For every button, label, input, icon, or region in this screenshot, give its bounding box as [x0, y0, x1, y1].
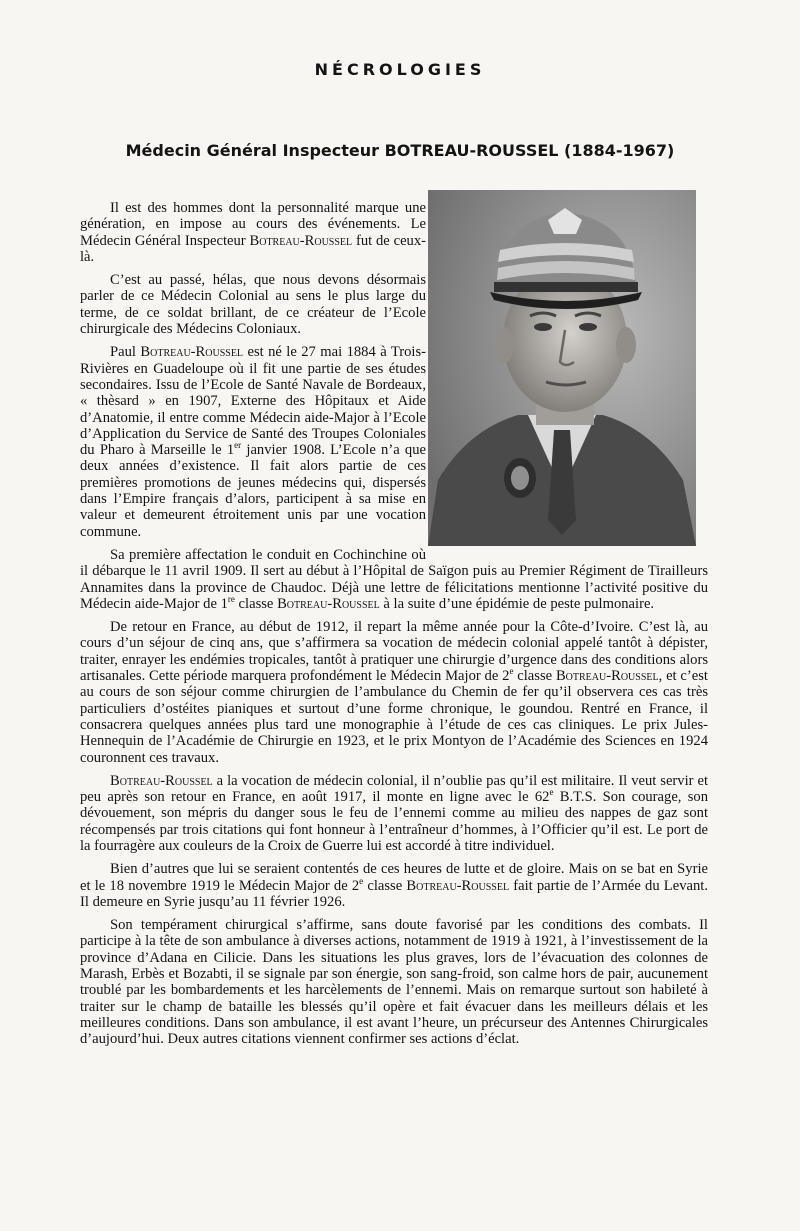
paragraph-1: Il est des hommes dont la personnalité marque une génération, en impose au cours des événements. Le Médecin Général Inspecteur Botreau-Roussel fut de ceux-là.: [80, 200, 427, 265]
surname: Botreau-Roussel: [249, 232, 353, 249]
paragraph-3: Paul Botreau-Roussel est né le 27 mai 1884 à Trois-Rivières en Guadeloupe où il fit une partie de ses études secondaires. Issu de l’Ecole de Santé Navale de Bordeaux, « thèsard » en 1907, Externe des Hôpitaux et Aide d’Anatomie, il entre comme Médecin aide-Major à l’Ecole d’Application du Service de Santé des Troupes Coloniales du Pharo à Marseille le 1er janvier 1908. L’Ecole n’a que deux années d’existence. Il fait alors partie de ces premières promotions de jeunes médecins qui, dispersés dans l’Empire français d’alors, participent à sa mise en valeur et demeurent étroitement unis par une vocation commune.: [80, 344, 426, 540]
paragraph-5: De retour en France, au début de 1912, il repart la même année pour la Côte-d’Ivoire. C’est là, au cours d’un séjour de cinq ans, que s’affirmera sa vocation de médecin colonial appelé tantôt à dépister, traiter, enrayer les endémies tropicales, tantôt à pratiquer une chirurgie d’urgence dans des conditions alors artisanales. Cette période marquera profondément le Médecin Major de 2e classe Botreau-Roussel, et c’est au cours de son séjour comme chirurgien de l’ambulance du Chemin de fer qu’il observera ces cas très particuliers d’ostéites pianiques et surtout d’une forme chronique, le goundou. Rentré en France, il consacrera quelques années plus tard une monographie à l’étude de ces cas cliniques. Le prix Jules-Hennequin de l’Académie de Chirurgie en 1923, et le prix Montyon de l’Académie des Sciences en 1924 couronnent ces travaux.: [80, 619, 708, 766]
paragraph-2: C’est au passé, hélas, que nous devons désormais parler de ce Médecin Colonial au sens le plus large du terme, de ce soldat brillant, de ce créateur de l’Ecole chirurgicale des Médecins Coloniaux.: [80, 272, 426, 338]
surname: Botreau-Roussel: [110, 772, 213, 789]
paragraph-7: Bien d’autres que lui se seraient contentés de ces heures de lutte et de gloire. Mais on se bat en Syrie et le 18 novembre 1919 le Médecin Major de 2e classe Botreau-Roussel fait partie de l’Armée du Levant. Il demeure en Syrie jusqu’au 11 février 1926.: [80, 861, 708, 910]
surname: Botreau-Roussel: [140, 344, 244, 361]
paragraph-6: Botreau-Roussel a la vocation de médecin colonial, il n’oublie pas qu’il est militaire. Il veut servir et peu après son retour en France, en août 1917, il monte en ligne avec le 62e B.T.S. Son courage, son dévouement, son mépris du danger sous le feu de l’ennemi comme au milieu des nappes de gaz sont récompensés par trois citations qui font honneur à l’entraîneur d’hommes, à l’Officier qu’il est. Le port de la fourragère aux couleurs de la Croix de Guerre lui est accordé à titre individuel.: [80, 772, 708, 854]
surname: Botreau-Roussel: [555, 668, 659, 685]
paragraph-4: Sa première affectation le conduit en Cochinchine où il débarque le 11 avril 1909. Il sert au début à l’Hôpital de Saïgon puis au Premier Régiment de Tirailleurs Annamites dans la province de Chaudoc. Déjà une lettre de félicitations mentionne l’activité positive du Médecin aide-Major de 1re classe Botreau-Roussel à la suite d’une épidémie de peste pulmonaire.: [80, 546, 708, 612]
article-title: Médecin Général Inspecteur BOTREAU-ROUSSEL (1884-1967): [125, 141, 675, 160]
surname: Botreau-Roussel: [406, 877, 510, 894]
article-body: [80, 200, 708, 1055]
surname: Botreau-Roussel: [277, 595, 380, 612]
section-heading: NÉCROLOGIES: [314, 60, 486, 79]
paragraph-8: Son tempérament chirurgical s’affirme, sans doute favorisé par les conditions des combats. Il participe à la tête de son ambulance à diverses actions, notamment de 1919 à 1921, à l’investissement de la province d’Adana en Cilicie. Dans les situations les plus graves, lors de l’évacuation des colonnes de Marash, Erbès et Bozabti, il se signale par son énergie, son sang-froid, son calme hors de pair, aucunement troublé par les bombardements et les harcèlements de l’ennemi. Mais on remarque surtout son habileté à traiter sur le champ de bataille les blessés qu’il opère et fait évacuer dans les meilleurs délais et les meilleures conditions. Dans son ambulance, il est avant l’heure, un précurseur des Antennes Chirurgicales d’aujourd’hui. Deux autres citations viennent confirmer ses actions d’éclat.: [80, 917, 708, 1048]
